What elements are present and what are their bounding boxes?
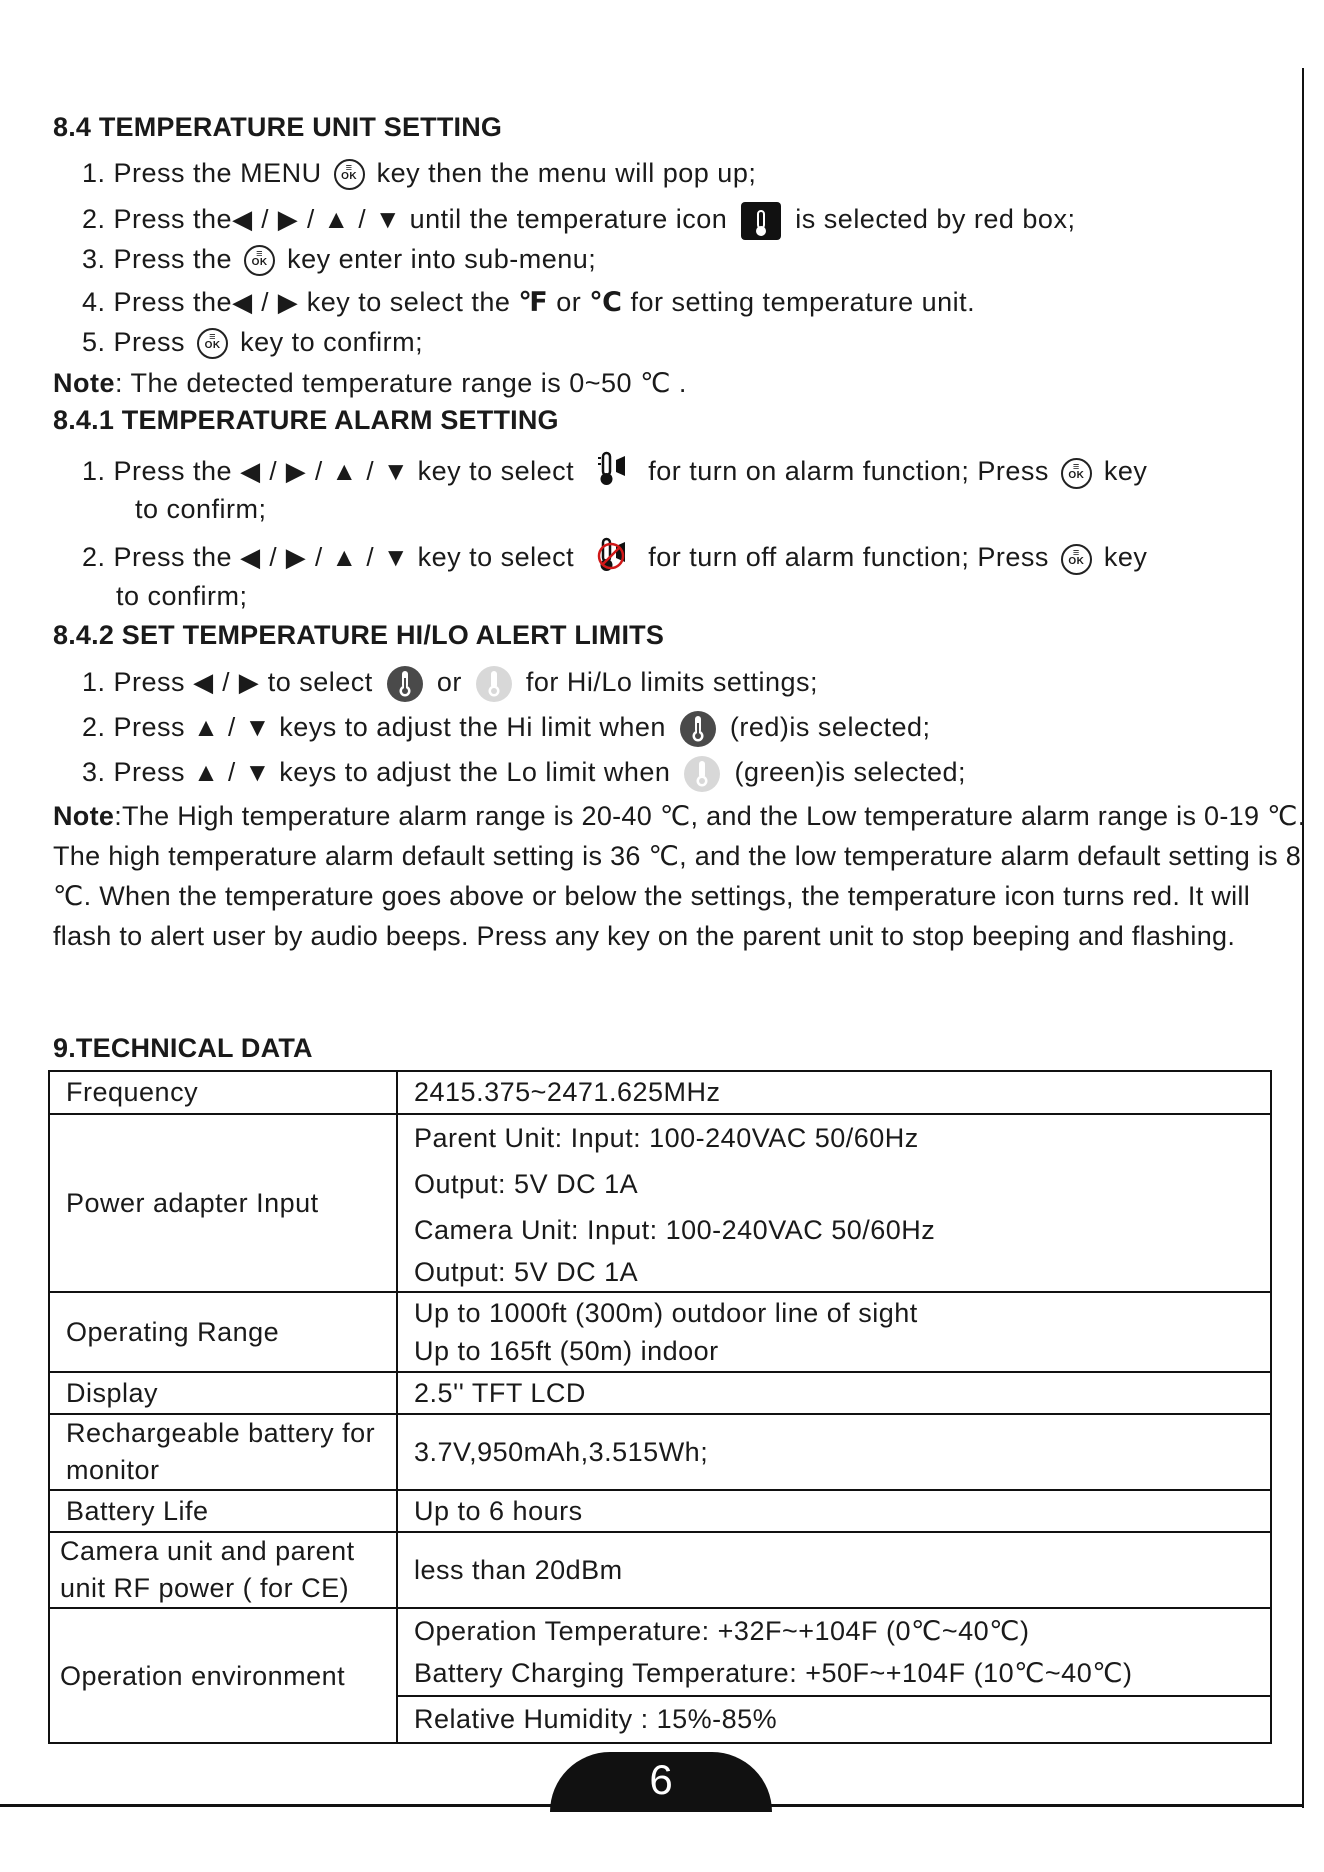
row-label: Frequency <box>49 1071 397 1114</box>
table-row <box>49 1292 1271 1372</box>
step-8-4-1-2-cont: to confirm; <box>116 581 248 611</box>
arrow-keys-icon: ◀ / ▶ / ▲ / ▼ <box>240 542 410 573</box>
technical-data-table <box>48 1070 1272 1744</box>
section-title-8-4: 8.4 TEMPERATURE UNIT SETTING <box>53 112 503 142</box>
step-8-4-1-2: 2. Press the ◀ / ▶ / ▲ / ▼ key to select for turn off alarm function; Press ≡ OK key <box>82 536 1147 582</box>
step-8-4-1-1: 1. Press the ◀ / ▶ / ▲ / ▼ key to select for turn on alarm function; Press ≡ OK key <box>82 450 1147 496</box>
step-8-4-2-3: 3. Press ▲ / ▼ keys to adjust the Lo limit when (green)is selected; <box>82 755 966 792</box>
ok-key-icon: ≡ OK <box>197 328 228 359</box>
step-8-4-5: 5. Press ≡ OK key to confirm; <box>82 325 423 359</box>
table-row <box>49 1372 1271 1414</box>
section-title-9: 9.TECHNICAL DATA <box>53 1033 313 1063</box>
row-label: Display <box>49 1372 397 1414</box>
step-8-4-3: 3. Press the ≡ OK key enter into sub-menu; <box>82 242 596 276</box>
table-row <box>49 1532 1271 1608</box>
ok-menu-key-icon: ≡ OK <box>334 159 365 190</box>
row-value: Relative Humidity : 15%-85% <box>397 1696 1271 1743</box>
step-8-4-2: 2. Press the◀ / ▶ / ▲ / ▼ until the temperature icon is selected by red box; <box>82 202 1075 240</box>
row-label: Battery Life <box>49 1490 397 1532</box>
note-8-4-2: Note:The High temperature alarm range is 20-40 ℃, and the Low temperature alarm range is 0-19 ℃. The high temperature alarm default setting is 36 ℃, and the low temperature alarm default setting is 8 ℃. When the temperature goes above or below the settings, the temperature icon turns red. It will flash to alert user by audio beeps. Press any key on the parent unit to stop beeping and flashing. <box>53 801 1306 951</box>
arrow-keys-icon: ◀ / ▶ <box>232 287 299 317</box>
up-down-keys-icon: ▲ / ▼ <box>193 757 272 787</box>
table-row <box>49 1114 1271 1292</box>
step-8-4-1: 1. Press the MENU ≡ OK key then the menu will pop up; <box>82 156 756 190</box>
row-value: less than 20dBm <box>397 1532 1271 1608</box>
section-title-8-4-2: 8.4.2 SET TEMPERATURE HI/LO ALERT LIMITS <box>53 620 665 650</box>
row-label: Rechargeable battery for monitor <box>49 1414 397 1490</box>
note-8-4: Note: The detected temperature range is 0~50 ℃ . <box>53 368 687 398</box>
row-label: Operating Range <box>49 1292 397 1372</box>
page-number: 6 <box>550 1752 772 1812</box>
row-label: Camera unit and parent unit RF power ( for CE) <box>49 1532 397 1608</box>
section-title-8-4-1: 8.4.1 TEMPERATURE ALARM SETTING <box>53 405 559 435</box>
row-value: 3.7V,950mAh,3.515Wh; <box>397 1414 1271 1490</box>
arrow-keys-icon: ◀ / ▶ <box>193 667 260 697</box>
hi-limit-thermometer-icon <box>680 711 716 747</box>
table-row <box>49 1490 1271 1532</box>
step-8-4-2-2: 2. Press ▲ / ▼ keys to adjust the Hi limit when (red)is selected; <box>82 710 931 747</box>
arrow-keys-icon: ◀ / ▶ / ▲ / ▼ <box>232 204 402 235</box>
table-row <box>49 1414 1271 1490</box>
up-down-keys-icon: ▲ / ▼ <box>193 712 272 742</box>
lo-limit-thermometer-icon <box>476 666 512 702</box>
hi-limit-thermometer-icon <box>387 666 423 702</box>
row-label: Operation environment <box>49 1608 397 1743</box>
table-row <box>49 1071 1271 1114</box>
temperature-icon <box>741 202 781 240</box>
table-row <box>49 1608 1271 1696</box>
row-value: Up to 6 hours <box>397 1490 1271 1532</box>
row-value: Operation Temperature: +32F~+104F (0℃~40℃) Battery Charging Temperature: +50F~+104F (10℃~40℃) <box>397 1608 1271 1696</box>
ok-key-icon: ≡ OK <box>244 245 275 276</box>
step-8-4-2-1: 1. Press ◀ / ▶ to select or for Hi/Lo limits settings; <box>82 665 818 702</box>
step-8-4-4: 4. Press the◀ / ▶ key to select the ℉ or ℃ for setting temperature unit. <box>82 287 976 317</box>
ok-key-icon: ≡ OK <box>1061 458 1092 489</box>
step-8-4-1-1-cont: to confirm; <box>135 494 267 524</box>
arrow-keys-icon: ◀ / ▶ / ▲ / ▼ <box>240 456 410 487</box>
row-value: Up to 1000ft (300m) outdoor line of sight Up to 165ft (50m) indoor <box>397 1292 1271 1372</box>
ok-key-icon: ≡ OK <box>1061 544 1092 575</box>
lo-limit-thermometer-icon <box>684 756 720 792</box>
row-label: Power adapter Input <box>49 1114 397 1292</box>
row-value: 2.5'' TFT LCD <box>397 1372 1271 1414</box>
alarm-on-icon <box>594 450 628 496</box>
row-value: 2415.375~2471.625MHz <box>397 1071 1271 1114</box>
row-value: Parent Unit: Input: 100-240VAC 50/60Hz Output: 5V DC 1A Camera Unit: Input: 100-240VAC 50/60Hz Output: 5V DC 1A <box>397 1114 1271 1292</box>
alarm-off-icon <box>594 536 628 582</box>
